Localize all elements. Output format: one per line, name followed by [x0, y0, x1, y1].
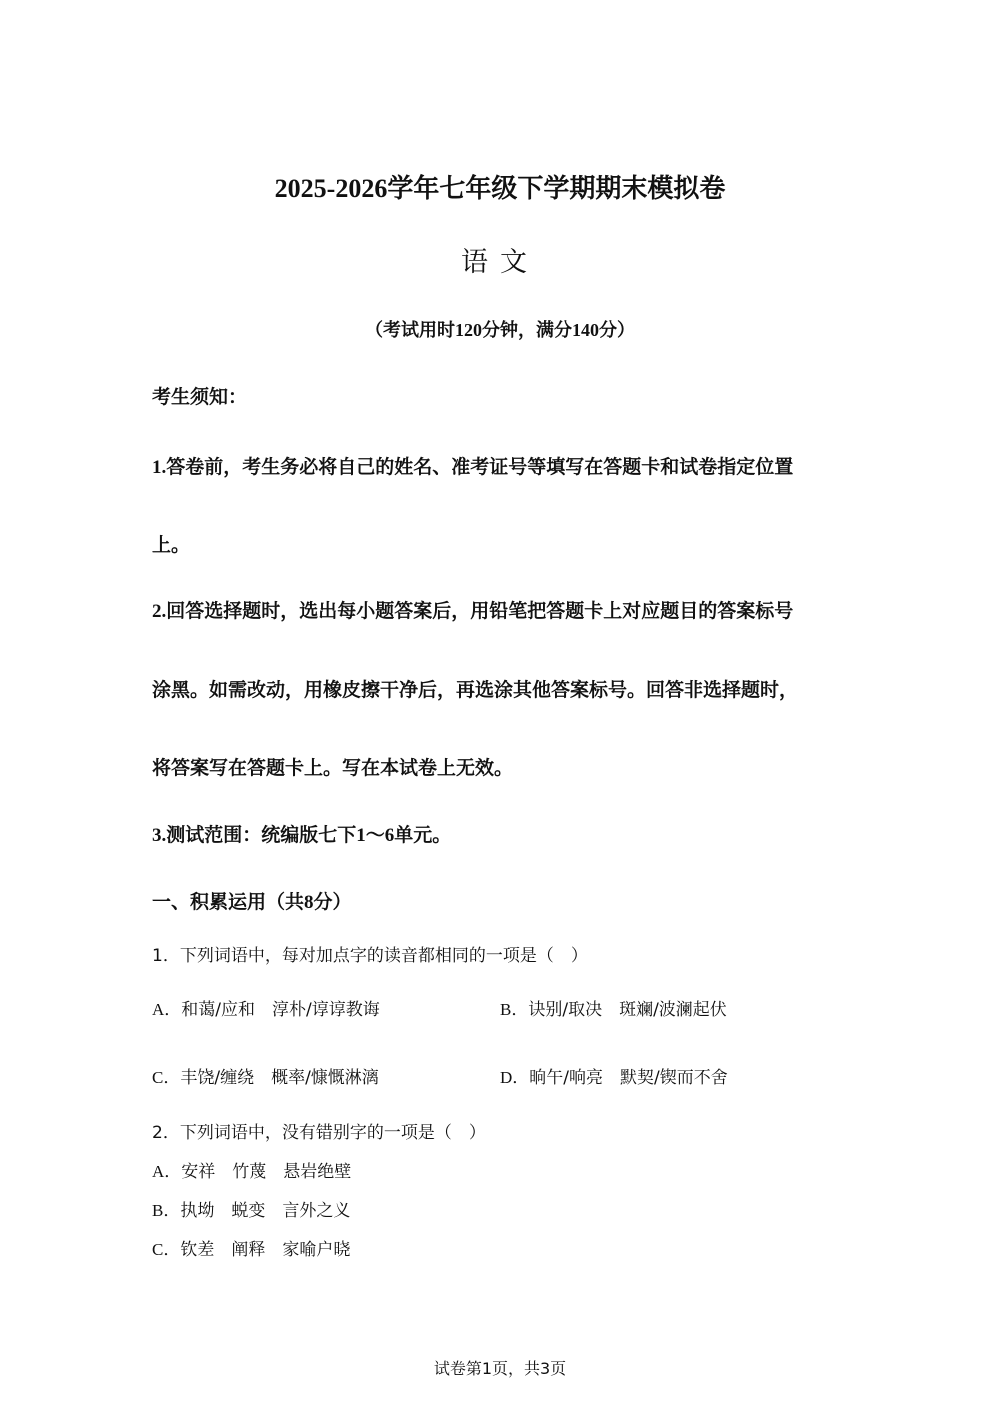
question-2-option-c: [152, 1235, 350, 1260]
question-1-stem: 1．下列词语中，每对加点字的读音都相同的一项是（ ）: [152, 946, 588, 966]
option-text: 安祥 竹蔑 悬岩绝壁: [181, 1162, 352, 1182]
option-text: 执坳 蜕变 言外之义: [180, 1201, 351, 1221]
question-1-option-b: [500, 995, 727, 1020]
notice-line: 涂黑。如需改动，用橡皮擦干净后，再选涂其他答案标号。回答非选择题时，: [152, 680, 799, 701]
option-letter: A．: [152, 1000, 182, 1019]
section-heading: 一、积累运用（共8分）: [152, 892, 352, 913]
question-1-option-a: [152, 995, 380, 1020]
option-letter: A．: [152, 1162, 182, 1181]
notice-line: 2.回答选择题时，选出每小题答案后，用铅笔把答题卡上对应题目的答案标号: [152, 601, 794, 622]
option-text: 丰饶/缠绕 概率/慷慨淋漓: [180, 1068, 379, 1088]
option-letter: B．: [152, 1201, 181, 1220]
option-letter: C．: [152, 1068, 181, 1087]
option-letter: D．: [500, 1068, 530, 1087]
option-letter: B．: [500, 1000, 529, 1019]
subject-title: 语文: [461, 247, 539, 277]
option-text: 钦差 阐释 家喻户晓: [180, 1240, 351, 1260]
notice-line: 将答案写在答题卡上。写在本试卷上无效。: [152, 758, 514, 779]
question-2-option-b: [152, 1196, 350, 1221]
time-note: （考试用时120分钟，满分140分）: [365, 320, 635, 340]
page-footer: 试卷第1页，共3页: [433, 1359, 567, 1378]
question-2-option-a: [152, 1157, 351, 1182]
question-2-stem: 2．下列词语中，没有错别字的一项是（ ）: [152, 1123, 486, 1143]
notice-line: 3.测试范围：统编版七下1～6单元。: [152, 825, 452, 846]
question-1-option-d: [500, 1063, 728, 1088]
question-1-option-c: [152, 1063, 379, 1088]
notice-heading: 考生须知：: [152, 387, 248, 408]
option-text: 诀别/取决 斑斓/波澜起伏: [528, 1000, 727, 1020]
option-text: 和蔼/应和 淳朴/谆谆教诲: [181, 1000, 380, 1020]
notice-line: 1.答卷前，考生务必将自己的姓名、准考证号等填写在答题卡和试卷指定位置: [152, 457, 794, 478]
exam-title: 2025-2026学年七年级下学期期末模拟卷: [274, 174, 726, 203]
notice-line: 上。: [152, 535, 191, 556]
option-letter: C．: [152, 1240, 181, 1259]
option-text: 晌午/响亮 默契/锲而不舍: [529, 1068, 728, 1088]
